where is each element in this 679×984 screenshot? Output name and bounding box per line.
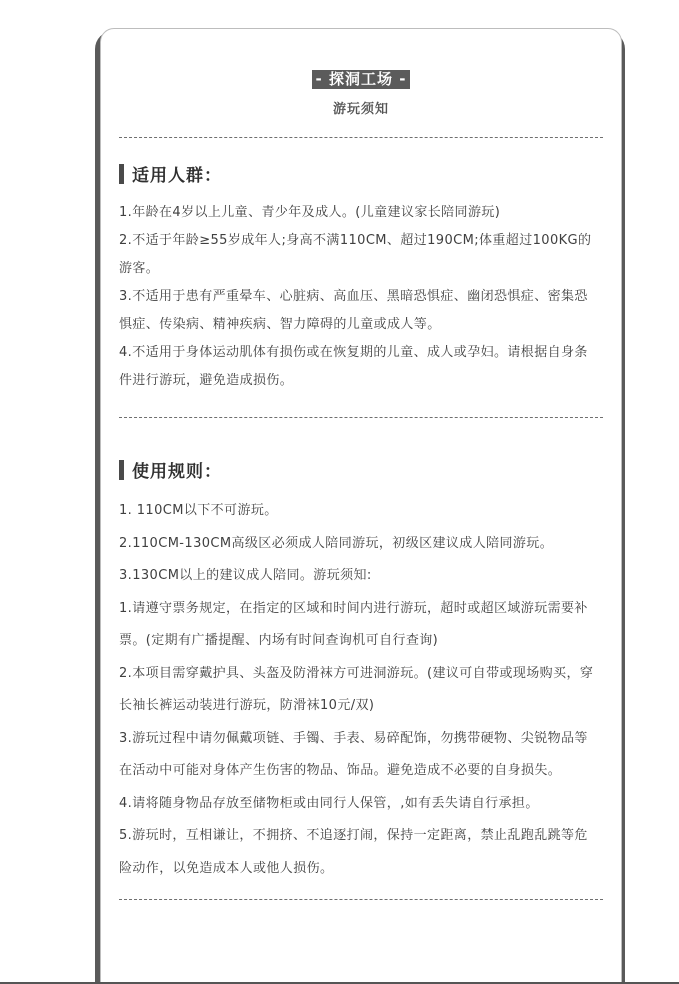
list-item: 5.游玩时，互相谦让，不拥挤、不追逐打闹，保持一定距离，禁止乱跑乱跳等危险动作，以免造成本人或他人损伤。 (119, 828, 588, 876)
divider (119, 899, 603, 900)
header (101, 29, 621, 117)
section-title-audience (119, 161, 621, 186)
list-item: 1. 110CM以下不可游玩。 (119, 503, 278, 518)
section-title-rules (119, 457, 621, 482)
list-item: 4.不适用于身体运动肌体有损伤或在恢复期的儿童、成人或孕妇。请根据自身条件进行游玩，避免造成损伤。 (119, 345, 588, 388)
section-bar (119, 460, 124, 480)
list-item: 1.请遵守票务规定，在指定的区域和时间内进行游玩，超时或超区域游玩需要补票。(定期有广播提醒、内场有时间查询机可自行查询) (119, 600, 588, 648)
list-item: 3.130CM以上的建议成人陪同。游玩须知: (119, 568, 372, 583)
list-item: 2.不适于年龄≥55岁成年人;身高不满110CM、超过190CM;体重超过100KG的游客。 (119, 233, 592, 276)
venue-badge: - 探洞工场 - (312, 70, 411, 89)
notice-card (100, 28, 622, 984)
section-title-text: 使用规则： (132, 462, 222, 482)
section-bar (119, 164, 124, 184)
section-title-text: 适用人群： (132, 166, 222, 186)
list-item: 2.本项目需穿戴护具、头盔及防滑袜方可进洞游玩。(建议可自带或现场购买，穿长袖长裤运动装进行游玩，防滑袜10元/双) (119, 665, 594, 713)
list-item: 1.年龄在4岁以上儿童、青少年及成人。(儿童建议家长陪同游玩) (119, 205, 501, 220)
divider (119, 417, 603, 418)
list-item: 4.请将随身物品存放至储物柜或由同行人保管，,如有丢失请自行承担。 (119, 795, 539, 811)
list-item: 2.110CM-130CM高级区必须成人陪同游玩，初级区建议成人陪同游玩。 (119, 535, 554, 551)
page-subtitle: 游玩须知 (332, 102, 389, 117)
divider (119, 137, 603, 138)
rules-list (119, 495, 601, 885)
list-item: 3.游玩过程中请勿佩戴项链、手镯、手表、易碎配饰，勿携带硬物、尖锐物品等在活动中可能对身体产生伤害的物品、饰品。避免造成不必要的自身损失。 (119, 730, 588, 778)
list-item: 3.不适用于患有严重晕车、心脏病、高血压、黑暗恐惧症、幽闭恐惧症、密集恐惧症、传染病、精神疾病、智力障碍的儿童或成人等。 (119, 289, 588, 332)
audience-list (119, 199, 601, 395)
